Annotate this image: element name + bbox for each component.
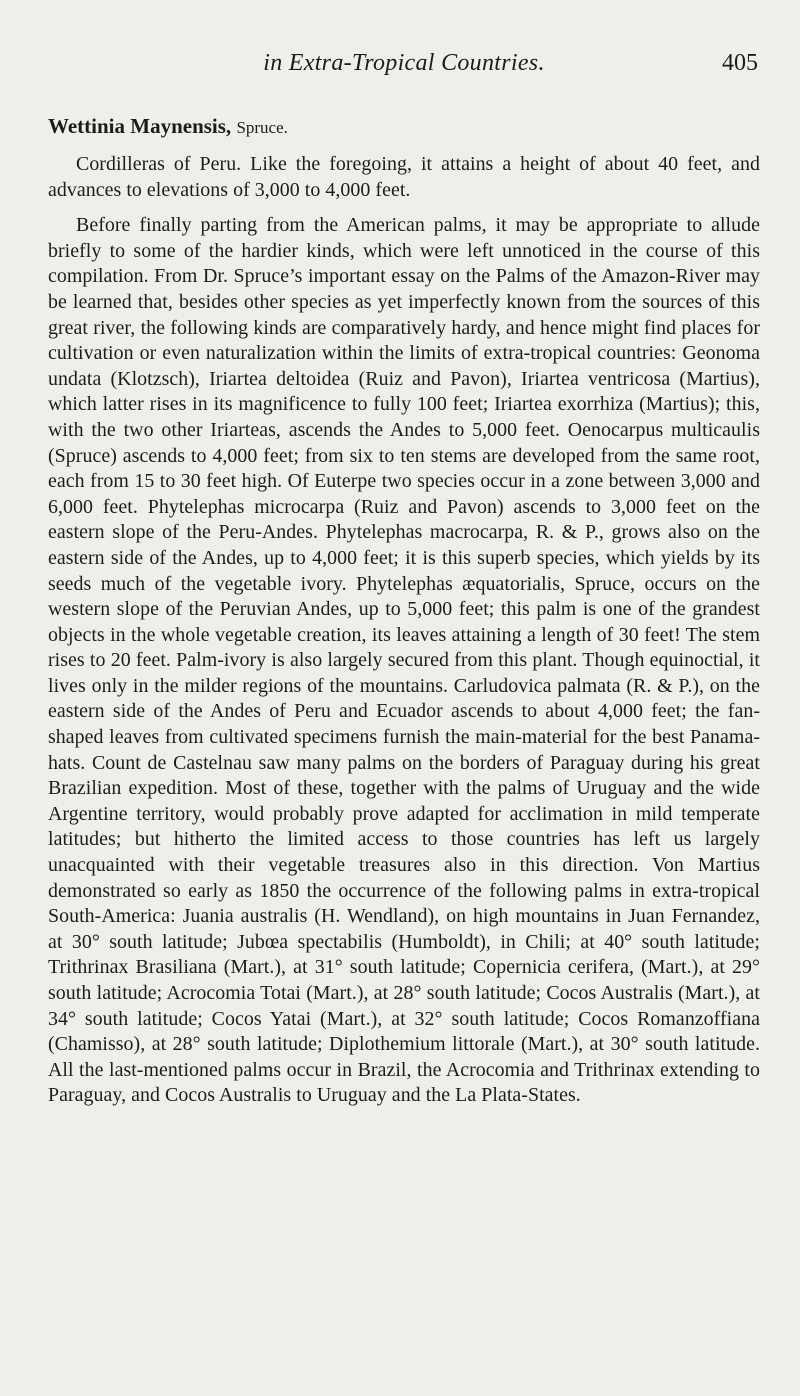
species-authority: Spruce.	[236, 118, 288, 137]
species-name: Wettinia Maynensis,	[48, 114, 232, 138]
species-heading	[48, 112, 760, 142]
page-number: 405	[722, 50, 758, 76]
running-header	[48, 30, 760, 74]
book-page	[48, 30, 760, 1109]
running-title: in Extra-Tropical Countries.	[263, 50, 545, 76]
paragraph-2: Before finally parting from the American palms, it may be appropriate to allude briefly to some of the hardier kinds, which were left unnoticed in the course of this compilation. From Dr. Spruce’s important essay on the Palms of the Amazon-River may be learned that, besides other species as yet imperfectly known from the sources of this great river, the following kinds are comparatively hardy, and hence might find places for cultivation or even naturalization within the limits of extra-tropical countries: Geonoma undata (Klotzsch), Iriartea deltoidea (Ruiz and Pavon), Iriartea ventricosa (Martius), which latter rises in its magnificence to fully 100 feet; Iriartea exorrhiza (Martius); this, with the two other Iriarteas, ascends the Andes to 5,000 feet. Oenocarpus multicaulis (Spruce) ascends to 4,000 feet; from six to ten stems are developed from the same root, each from 15 to 30 feet high. Of Euterpe two species occur in a zone between 3,000 and 6,000 feet. Phytelephas microcarpa (Ruiz and Pavon) ascends to 3,000 feet on the eastern slope of the Peru-Andes. Phytelephas macrocarpa, R. & P., grows also on the eastern side of the Andes, up to 4,000 feet; it is this superb species, which yields by its seeds much of the vegetable ivory. Phytelephas æquatorialis, Spruce, occurs on the western slope of the Peruvian Andes, up to 5,000 feet; this palm is one of the grandest objects in the whole vegetable creation, its leaves attaining a length of 30 feet! The stem rises to 20 feet. Palm-ivory is also largely secured from this plant. Though equinoctial, it lives only in the milder regions of the mountains. Carludovica palmata (R. & P.), on the eastern side of the Andes of Peru and Ecuador ascends to about 4,000 feet; the fan-shaped leaves from cultivated specimens furnish the main-material for the best Panama-hats. Count de Castelnau saw many palms on the borders of Paraguay during his great Brazilian expedition. Most of these, together with the palms of Uruguay and the wide Argentine territory, would probably prove adapted for acclimation in mild temperate latitudes; but hitherto the limited access to those countries has left us largely unacquainted with their vegetable treasures also in this direction. Von Martius demonstrated so early as 1850 the occurrence of the following palms in extra-tropical South-America: Juania australis (H. Wendland), on high mountains in Juan Fernandez, at 30° south latitude; Jubœa spectabilis (Humboldt), in Chili; at 40° south latitude; Trithrinax Brasiliana (Mart.), at 31° south latitude; Copernicia cerifera, (Mart.), at 29° south latitude; Acrocomia Totai (Mart.), at 28° south latitude; Cocos Australis (Mart.), at 34° south latitude; Cocos Yatai (Mart.), at 32° south latitude; Cocos Romanzoffiana (Chamisso), at 28° south latitude; Diplothemium littorale (Mart.), at 30° south latitude. All the last-mentioned palms occur in Brazil, the Acrocomia and Trithrinax extending to Paraguay, and Cocos Australis to Uruguay and the La Plata-States.	[48, 214, 760, 1107]
paragraph-1: Cordilleras of Peru. Like the foregoing, it attains a height of about 40 feet, and advances to elevations of 3,000 to 4,000 feet.	[48, 153, 760, 201]
